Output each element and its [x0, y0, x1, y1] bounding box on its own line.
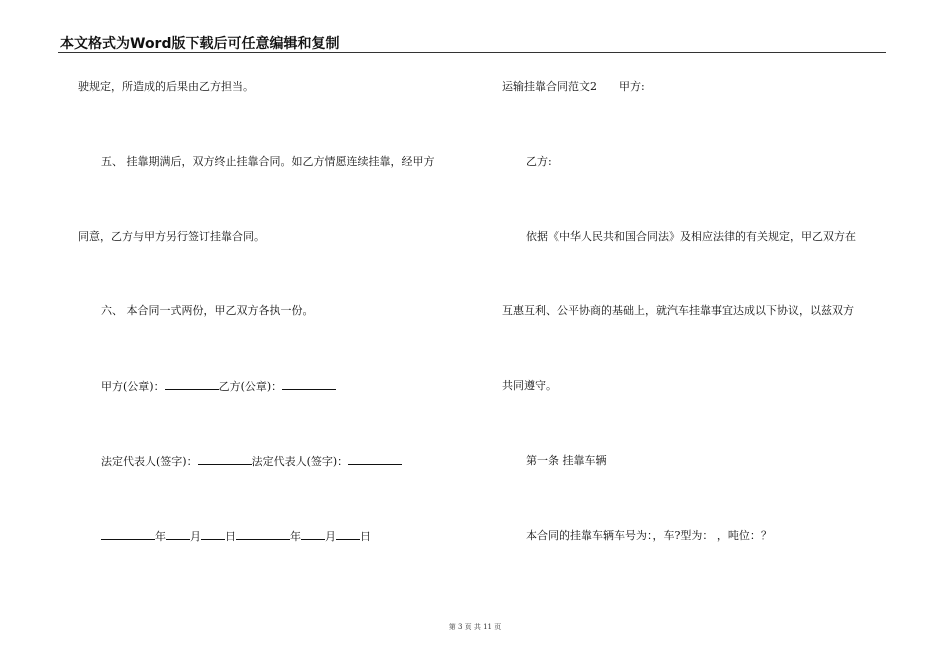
left-line-1: 驶规定，所造成的后果由乙方担当。	[78, 80, 254, 93]
left-line-clause-6: 六、 本合同一式两份，甲乙双方各执一份。	[101, 304, 314, 317]
year-label-a: 年	[155, 530, 166, 543]
party-b-label: 乙方:	[526, 155, 552, 168]
party-b-rep-label: 法定代表人(签字)：	[251, 455, 349, 468]
left-line-3: 同意，乙方与甲方另行签订挂靠合同。	[78, 230, 265, 243]
party-a-label: 甲方:	[619, 80, 645, 93]
right-title-line	[502, 80, 645, 94]
right-line-basis: 依据《中华人民共和国合同法》及相应法律的有关规定，甲乙双方在	[526, 230, 856, 243]
representative-line	[101, 454, 402, 469]
header-divider	[58, 52, 886, 53]
month-blank-b	[301, 529, 325, 540]
party-a-seal-label: 甲方(公章)：	[101, 380, 165, 393]
vehicle-info-line: 本合同的挂靠车辆车号为：，车?型为： ，吨位：？	[526, 529, 772, 542]
month-label-b: 月	[325, 530, 336, 543]
year-blank-b	[236, 529, 290, 540]
seal-line	[101, 379, 336, 394]
party-a-seal-blank	[165, 379, 219, 390]
party-b-seal-blank	[282, 379, 336, 390]
article-1-heading: 第一条 挂靠车辆	[526, 454, 607, 467]
document-header-title: 本文格式为Word版下载后可任意编辑和复制	[60, 36, 340, 52]
month-blank-a	[166, 529, 190, 540]
day-blank-b	[336, 529, 360, 540]
year-label-b: 年	[290, 530, 301, 543]
right-line-mutual: 互惠互利、公平协商的基础上，就汽车挂靠事宜达成以下协议，以兹双方	[502, 304, 854, 317]
month-label-a: 月	[190, 530, 201, 543]
party-a-rep-blank	[198, 454, 252, 465]
day-blank-a	[201, 529, 225, 540]
day-label-b: 日	[360, 530, 371, 543]
left-line-clause-5: 五、 挂靠期满后，双方终止挂靠合同。如乙方情愿连续挂靠，经甲方	[101, 155, 435, 168]
day-label-a: 日	[225, 530, 236, 543]
year-blank-a	[101, 529, 155, 540]
right-line-observe: 共同遵守。	[502, 379, 557, 392]
party-a-rep-label: 法定代表人(签字)：	[101, 455, 198, 468]
date-line	[101, 529, 371, 544]
page-number: 第 3 页 共 11 页	[448, 623, 502, 631]
party-b-seal-label: 乙方(公章)：	[218, 380, 283, 393]
contract-title: 运输挂靠合同范文2	[502, 80, 597, 93]
party-b-rep-blank	[348, 454, 402, 465]
